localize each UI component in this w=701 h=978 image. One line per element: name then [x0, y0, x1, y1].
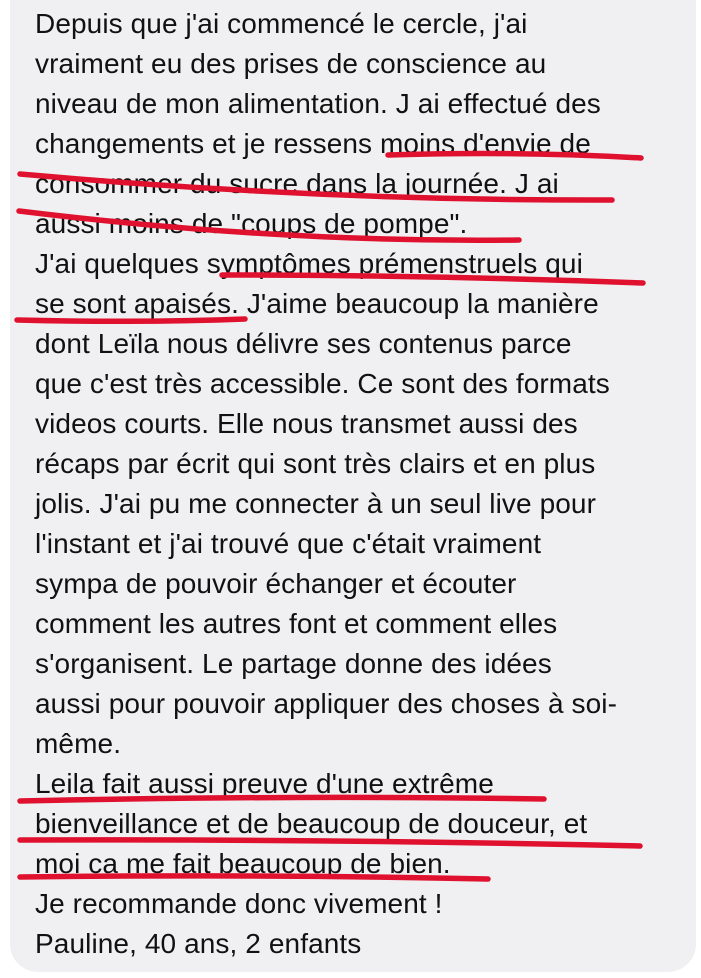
- message-line: dont Leïla nous délivre ses contenus parce: [35, 328, 572, 359]
- message-line: bienveillance et de beaucoup de douceur, et: [35, 808, 588, 839]
- message-line: Je recommande donc vivement !: [35, 888, 443, 919]
- message-line: aussi moins de "coups de pompe".: [35, 208, 468, 239]
- message-line: Leila fait aussi preuve d'une extrême: [35, 768, 494, 799]
- message-line: jolis. J'ai pu me connecter à un seul live pour: [35, 488, 597, 519]
- message-line: videos courts. Elle nous transmet aussi des: [35, 408, 578, 439]
- message-line: se sont apaisés. J'aime beaucoup la manière: [35, 288, 599, 319]
- message-line: consommer du sucre dans la journée. J ai: [35, 168, 559, 199]
- message-line: s'organisent. Le partage donne des idées: [35, 648, 552, 679]
- message-line: récaps par écrit qui sont très clairs et en plus: [35, 448, 596, 479]
- message-line: Pauline, 40 ans, 2 enfants: [35, 928, 362, 959]
- message-line: aussi pour pouvoir appliquer des choses à soi-: [35, 688, 618, 719]
- message-line: J'ai quelques symptômes prémenstruels qui: [35, 248, 583, 279]
- message-line: moi ca me fait beaucoup de bien.: [35, 848, 451, 879]
- message-line: que c'est très accessible. Ce sont des formats: [35, 368, 610, 399]
- message-line: sympa de pouvoir échanger et écouter: [35, 568, 517, 599]
- message-line: comment les autres font et comment elles: [35, 608, 558, 639]
- message-line: vraiment eu des prises de conscience au: [35, 48, 547, 79]
- message-line: niveau de mon alimentation. J ai effectué des: [35, 88, 601, 119]
- message-line: changements et je ressens moins d'envie de: [35, 128, 591, 159]
- message-text: [35, 4, 695, 964]
- message-line: Depuis que j'ai commencé le cercle, j'ai: [35, 8, 528, 39]
- message-line: même.: [35, 728, 122, 759]
- message-line: l'instant et j'ai trouvé que c'était vraiment: [35, 528, 542, 559]
